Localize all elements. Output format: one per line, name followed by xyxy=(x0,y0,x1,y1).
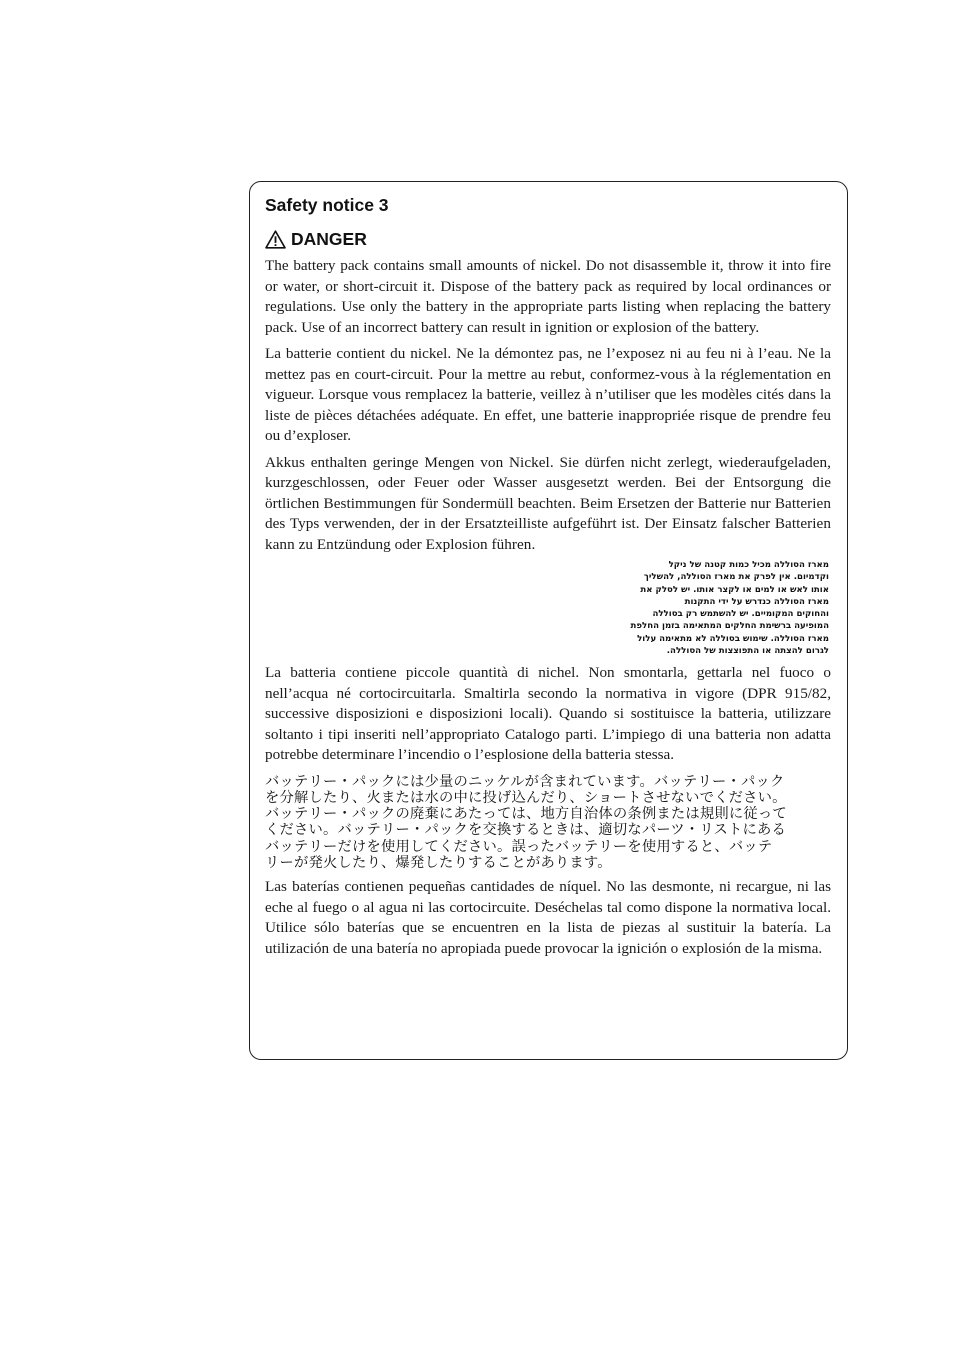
paragraph-german: Akkus enthalten geringe Mengen von Nickel. Sie dürfen nicht zerlegt, wiederaufgeladen, kurzgeschlossen, oder Feuer oder Wasser ausgesetzt werden. Bei der Entsorgung die örtlichen Bestimmungen für Sondermüll beachten. Beim Ersetzen der Batterie nur Batterien des Typs verwenden, der in der Ersatzteilliste aufgeführt ist. Der Einsatz falscher Batterien kann zu Entzündung oder Explosion führen. xyxy=(265,453,831,553)
hebrew-line: מארז הסוללה. שימוש בסוללה לא מתאימה עלול xyxy=(637,633,829,644)
paragraph-japanese xyxy=(265,774,831,871)
paragraph-french: La batterie contient du nickel. Ne la démontez pas, ne l’exposez ni au feu ni à l’eau. Ne la mettez pas en court-circuit. Pour la mettre au rebut, conformez-vous à la réglementation en vigueur. Lorsque vous remplacez la batterie, veillez à n’utiliser que les modèles cités dans la liste de pièces détachées adéquate. En effet, une batterie inappropriée risque de prendre feu ou d’exploser. xyxy=(265,345,831,444)
japanese-line: バッテリー・パックには少量のニッケルが含まれています。バッテリー・パック xyxy=(265,773,785,790)
paragraph-spanish: Las baterías contienen pequeñas cantidades de níquel. No las desmonte, ni recargue, ni las eche al fuego o al agua ni las cortocircuite. Deséchelas tal como dispone la normativa local. Utilice sólo baterías que se encuentren en la lista de piezas al sustituir la batería. La utilización de una batería no apropiada puede provocar la ignición o explosión de la misma. xyxy=(265,878,831,957)
danger-label: DANGER xyxy=(291,229,367,249)
warning-triangle-icon xyxy=(265,230,286,249)
japanese-line: バッテリーだけを使用してください。誤ったバッテリーを使用すると、バッテ xyxy=(265,838,773,855)
paragraph-hebrew xyxy=(584,559,829,657)
notice-title: Safety notice 3 xyxy=(265,195,389,215)
japanese-line: リーが発火したり、爆発したりすることがあります。 xyxy=(265,854,612,871)
japanese-line: バッテリー・パックの廃棄にあたっては、地方自治体の条例または規則に従って xyxy=(265,806,787,823)
paragraph-italian: La batteria contiene piccole quantità di nichel. Non smontarla, gettarla nel fuoco o nell’acqua né cortocircuitarla. Smaltirla secondo la normativa in vigore (DPR 915/82, successive disposizioni e disposizioni locali). Quando si sostituisce la batteria, utilizzare soltanto i tipi inseriti nell’appropriato Catalogo parti. L’impiego di una batteria non adatta potrebbe determinare l’incendio o l’esplosione della batteria stessa. xyxy=(265,664,831,764)
hebrew-line: לגרום להצתה או התפוצצות של הסוללה. xyxy=(666,646,829,657)
hebrew-line: מארז הסוללה כנדרש על ידי התקנות xyxy=(684,596,829,607)
safety-notice-box xyxy=(249,181,848,1060)
paragraph-english: The battery pack contains small amounts of nickel. Do not disassemble it, throw it into fire or water, or short-circuit it. Dispose of the battery pack as required by local ordinances or regulations. Use only the battery in the appropriate parts listing when replacing the battery pack. Use of an incorrect battery can result in ignition or explosion of the battery. xyxy=(265,257,831,336)
japanese-line: を分解したり、火または水の中に投げ込んだり、ショートさせないでください。 xyxy=(265,790,787,807)
japanese-line: ください。バッテリー・パックを交換するときは、適切なパーツ・リストにある xyxy=(265,822,787,839)
hebrew-line: המופיעה ברשימת החלקים המתאימה בזמן החלפת xyxy=(630,621,829,632)
hebrew-line: וקדמיום. אין לפרק את מארז הסוללה, להשליך xyxy=(643,572,829,583)
hebrew-line: מארז הסוללה מכיל כמות קטנה של ניקל xyxy=(668,560,829,570)
hebrew-line: והחוקים המקומיים. יש להשתמש רק בסוללה xyxy=(652,609,829,620)
hebrew-line: אותו לאש או למים או לקצר אותו. יש לסלק את xyxy=(640,584,829,595)
danger-heading xyxy=(265,228,831,250)
